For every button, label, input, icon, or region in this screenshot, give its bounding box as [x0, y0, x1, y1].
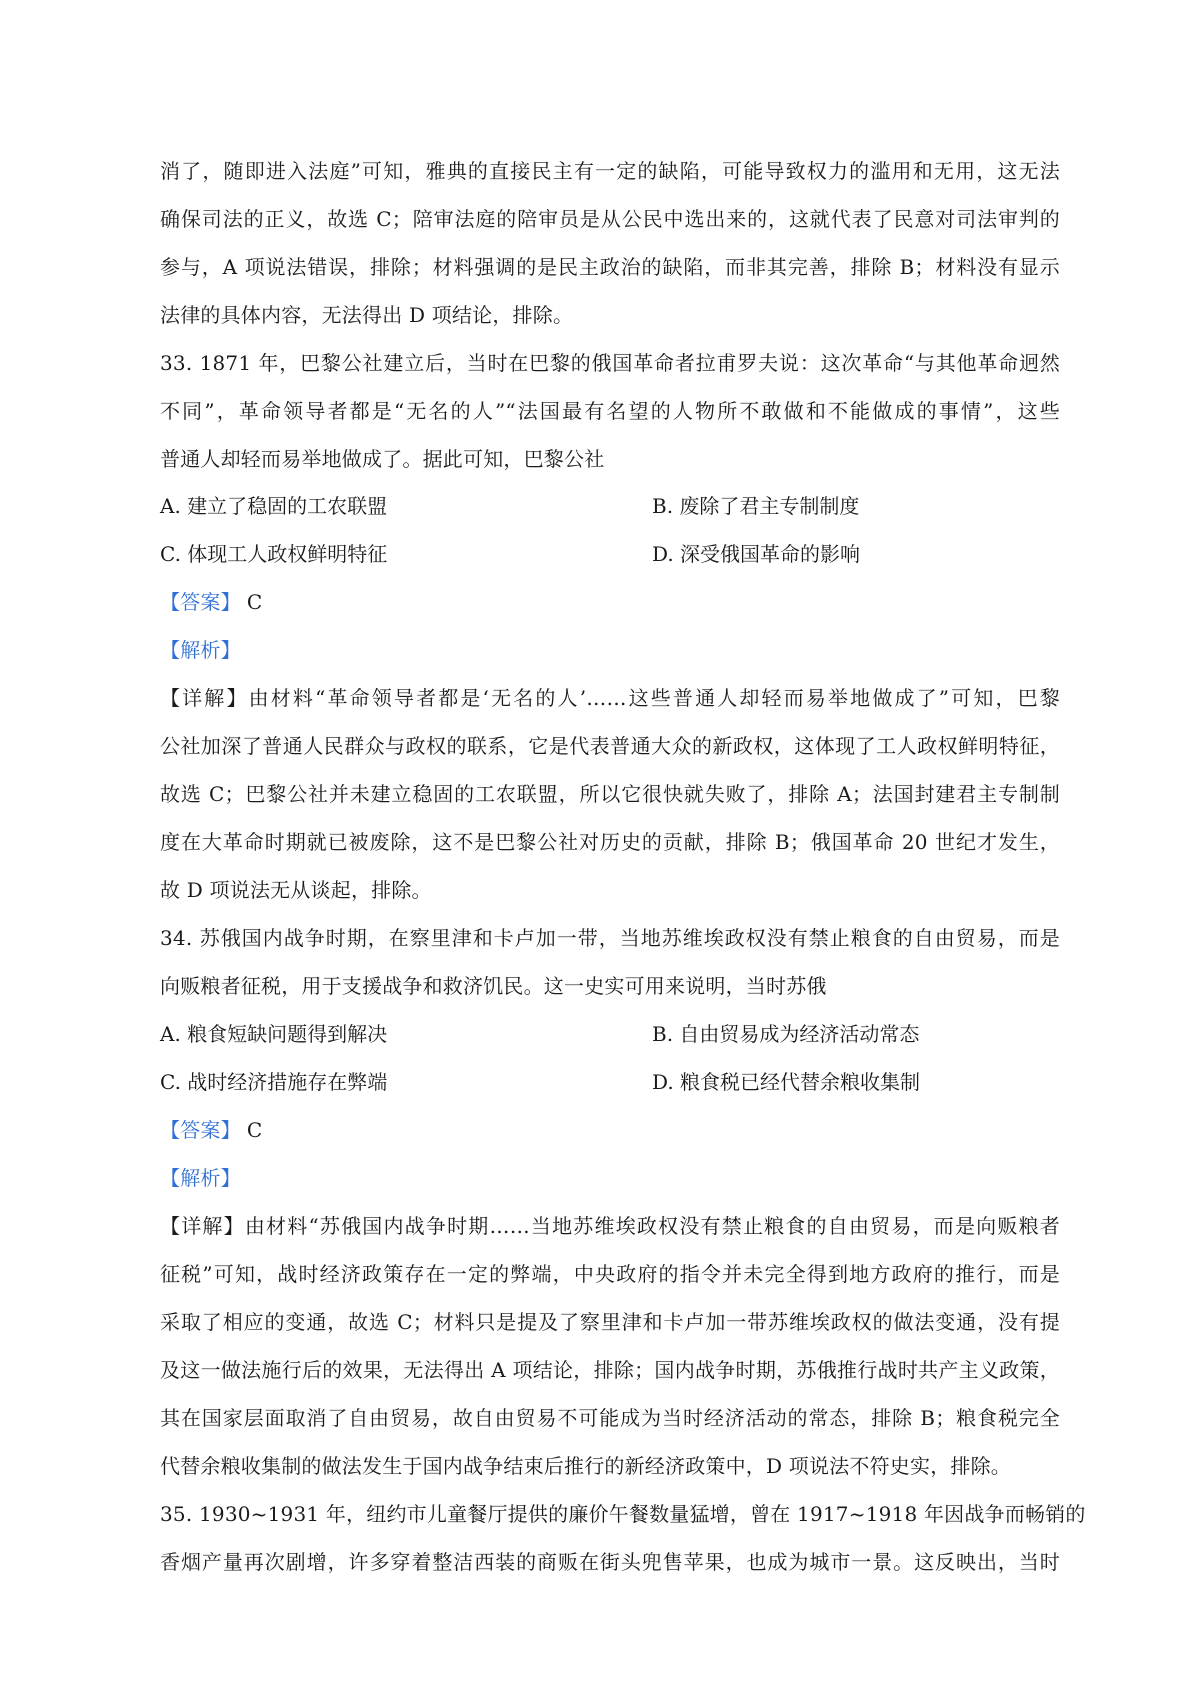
answer-value: C [246, 590, 263, 614]
q34-option-d: D. 粮食税已经代替余粮收集制 [652, 1070, 921, 1094]
q34-detail-line: 采取了相应的变通，故选 C；材料只是提及了察里津和卡卢加一带苏维埃政权的做法变通，没有提 [160, 1310, 1060, 1334]
q33-stem-line: 不同”，革命领导者都是“无名的人”“法国最有名望的人物所不敢做和不能做成的事情”，这些 [160, 399, 1060, 423]
q34-stem-line: 向贩粮者征税，用于支援战争和救济饥民。这一史实可用来说明，当时苏俄 [160, 974, 827, 998]
q34-detail-line: 及这一做法施行后的效果，无法得出 A 项结论，排除；国内战争时期，苏俄推行战时共产主义政策， [160, 1358, 1060, 1382]
q33-option-a: A. 建立了稳固的工农联盟 [160, 494, 388, 518]
detail-tag: 【详解】 [160, 686, 249, 710]
q34-option-c: C. 战时经济措施存在弊端 [160, 1070, 388, 1094]
q33-option-d: D. 深受俄国革命的影响 [652, 542, 861, 566]
answer-value: C [246, 1118, 263, 1142]
q32-text-line: 参与，A 项说法错误，排除；材料强调的是民主政治的缺陷，而非其完善，排除 B；材料没有显示 [160, 255, 1060, 279]
q35-stem-line: 香烟产量再次剧增，许多穿着整洁西装的商贩在街头兜售苹果，也成为城市一景。这反映出，当时 [160, 1550, 1060, 1574]
q32-text-line: 法律的具体内容，无法得出 D 项结论，排除。 [160, 303, 574, 327]
detail-text: 由材料“革命领导者都是‘无名的人’……这些普通人却轻而易举地做成了”可知，巴黎 [248, 686, 1060, 710]
answer-tag: 【答案】 [160, 1118, 241, 1142]
analysis-tag: 【解析】 [160, 1166, 241, 1190]
q34-stem-line: 34. 苏俄国内战争时期，在察里津和卡卢加一带，当地苏维埃政权没有禁止粮食的自由贸易，而是 [160, 926, 1060, 950]
q33-detail-line [160, 683, 1060, 713]
q33-detail-line: 故选 C；巴黎公社并未建立稳固的工农联盟，所以它很快就失败了，排除 A；法国封建君主专制制 [160, 782, 1060, 806]
q33-option-b: B. 废除了君主专制制度 [652, 494, 860, 518]
q33-stem-line: 普通人却轻而易举地做成了。据此可知，巴黎公社 [160, 447, 605, 471]
q34-detail-line [160, 1211, 1060, 1241]
q32-text-line: 消了，随即进入法庭”可知，雅典的直接民主有一定的缺陷，可能导致权力的滥用和无用，这无法 [160, 159, 1060, 183]
q33-answer [160, 587, 1060, 617]
q34-option-b: B. 自由贸易成为经济活动常态 [652, 1022, 920, 1046]
q34-option-a: A. 粮食短缺问题得到解决 [160, 1022, 388, 1046]
detail-text: 由材料“苏俄国内战争时期……当地苏维埃政权没有禁止粮食的自由贸易，而是向贩粮者 [244, 1214, 1060, 1238]
answer-tag: 【答案】 [160, 590, 241, 614]
q32-text-line: 确保司法的正义，故选 C；陪审法庭的陪审员是从公民中选出来的，这就代表了民意对司法审判的 [160, 207, 1060, 231]
analysis-tag: 【解析】 [160, 638, 241, 662]
detail-tag: 【详解】 [160, 1214, 245, 1238]
q34-analysis-heading [160, 1163, 1060, 1193]
q33-detail-line: 公社加深了普通人民群众与政权的联系，它是代表普通大众的新政权，这体现了工人政权鲜明特征， [160, 734, 1060, 758]
q33-detail-line: 度在大革命时期就已被废除，这不是巴黎公社对历史的贡献，排除 B；俄国革命 20 世纪才发生， [160, 830, 1060, 854]
q33-stem-line: 33. 1871 年，巴黎公社建立后，当时在巴黎的俄国革命者拉甫罗夫说：这次革命“与其他革命迥然 [160, 351, 1060, 375]
q33-analysis-heading [160, 635, 1060, 665]
q33-option-c: C. 体现工人政权鲜明特征 [160, 542, 388, 566]
q34-answer [160, 1115, 1060, 1145]
q35-stem-line: 35. 1930~1931 年，纽约市儿童餐厅提供的廉价午餐数量猛增，曾在 1917~1918 年因战争而畅销的 [160, 1502, 1086, 1526]
q33-detail-line: 故 D 项说法无从谈起，排除。 [160, 878, 432, 902]
q34-detail-line: 代替余粮收集制的做法发生于国内战争结束后推行的新经济政策中，D 项说法不符史实，排除。 [160, 1454, 1011, 1478]
q34-detail-line: 其在国家层面取消了自由贸易，故自由贸易不可能成为当时经济活动的常态，排除 B；粮食税完全 [160, 1406, 1060, 1430]
q34-detail-line: 征税”可知，战时经济政策存在一定的弊端，中央政府的指令并未完全得到地方政府的推行，而是 [160, 1262, 1060, 1286]
